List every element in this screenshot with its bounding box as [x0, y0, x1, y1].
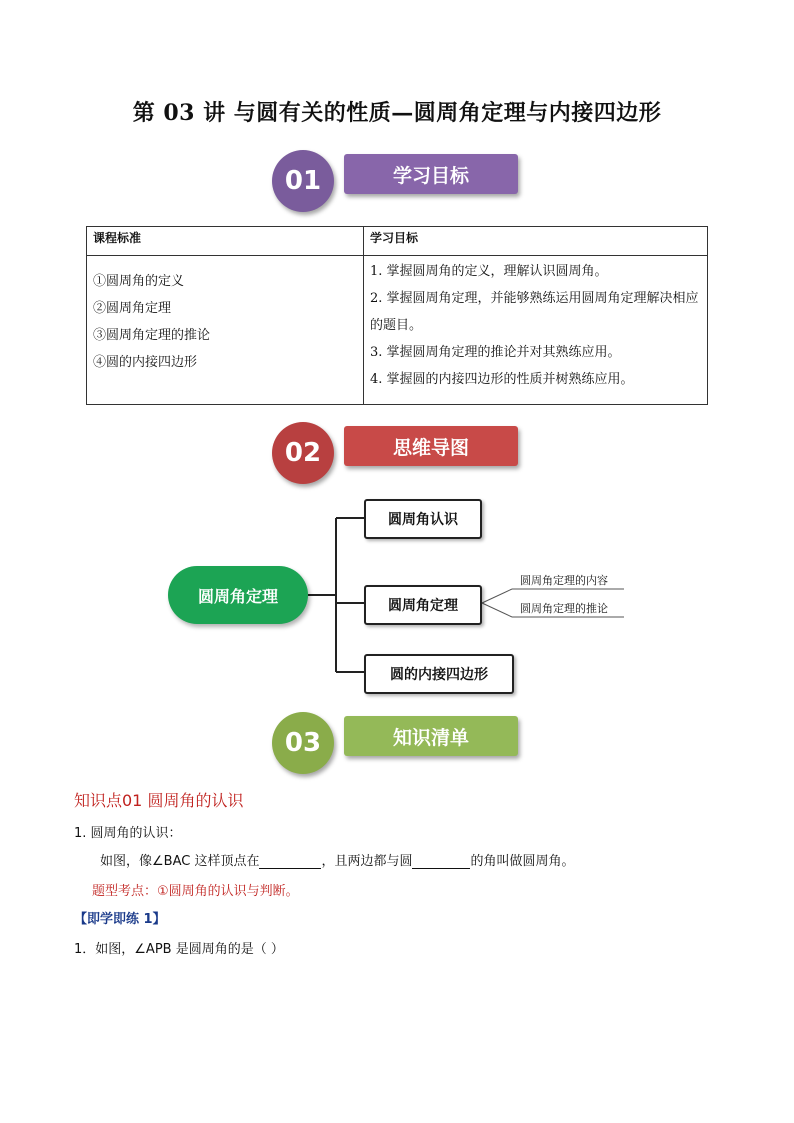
list-item: ④圆的内接四边形 [93, 355, 198, 370]
item-label: 1. 圆周角的认识： [74, 826, 182, 841]
mindmap-branch: 圆的内接四边形 [364, 654, 514, 694]
mindmap-leaf: 圆周角定理的推论 [520, 602, 608, 615]
fill-blank[interactable] [259, 854, 321, 869]
list-item: 2. 掌握圆周角定理，并能够熟练运用圆周角定理解决相应的题目。 [370, 291, 699, 333]
section-label: 思维导图 [344, 426, 518, 466]
section-number: 03 [272, 712, 334, 774]
table-header-standard: 课程标准 [87, 227, 364, 256]
sentence-part: ，且两边都与圆 [321, 854, 413, 869]
question-text: 1．如图，∠APB 是圆周角的是（ ） [74, 942, 284, 957]
list-item: 1. 掌握圆周角的定义，理解认识圆周角。 [370, 264, 608, 279]
list-item: ①圆周角的定义 [93, 274, 185, 289]
mindmap-leaf: 圆周角定理的内容 [520, 574, 608, 587]
list-item: ②圆周角定理 [93, 301, 172, 316]
sentence-part: 的角叫做圆周角。 [470, 854, 575, 869]
section-number: 02 [272, 422, 334, 484]
mindmap-branch: 圆周角定理 [364, 585, 482, 625]
list-item: ③圆周角定理的推论 [93, 328, 211, 343]
page-title: 第 03 讲 与圆有关的性质—圆周角定理与内接四边形 [132, 100, 662, 126]
sentence-part: 如图，像∠BAC 这样顶点在 [100, 854, 260, 869]
definition-sentence [100, 850, 574, 869]
mindmap-root: 圆周角定理 [168, 566, 308, 624]
section-badge-03 [272, 712, 572, 776]
section-number: 01 [272, 150, 334, 212]
list-item: 4. 掌握圆的内接四边形的性质并树熟练应用。 [370, 372, 634, 387]
fill-blank[interactable] [412, 854, 470, 869]
knowledge-point-title: 知识点01 圆周角的认识 [74, 791, 244, 810]
practice-title: 【即学即练 1】 [74, 912, 166, 927]
list-item: 3. 掌握圆周角定理的推论并对其熟练应用。 [370, 345, 621, 360]
section-label: 知识清单 [344, 716, 518, 756]
table-header-goals: 学习目标 [364, 227, 708, 256]
section-label: 学习目标 [344, 154, 518, 194]
mindmap-branch: 圆周角认识 [364, 499, 482, 539]
exam-point: 题型考点：①圆周角的认识与判断。 [92, 884, 299, 899]
